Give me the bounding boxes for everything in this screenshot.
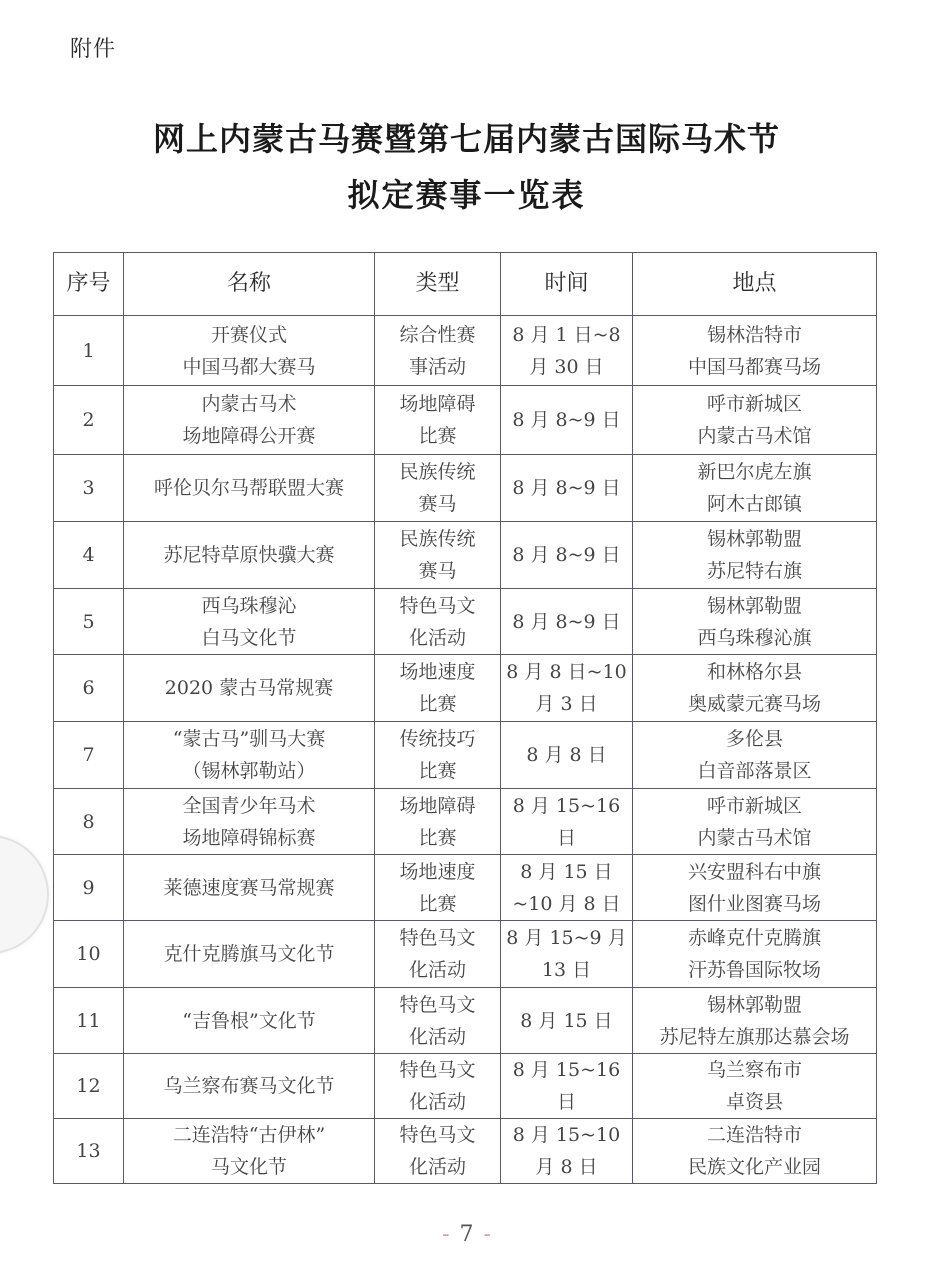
cell-time-line: 13 日 — [541, 959, 592, 981]
cell-place — [633, 589, 877, 655]
cell-name — [124, 522, 375, 589]
table-row — [54, 589, 877, 655]
cell-type — [375, 722, 501, 789]
cell-place — [633, 316, 877, 386]
page-number-value: 7 — [459, 1222, 474, 1247]
cell-place-line: 苏尼特左旗那达慕会场 — [659, 1025, 850, 1048]
cell-time-line: 8 月 1 日~8 — [512, 323, 621, 346]
cell-type-line: 场地障碍 — [399, 794, 476, 817]
table-row — [54, 1119, 877, 1184]
cell-time-line: 8 月 15 日 — [520, 1009, 613, 1032]
cell-time-line: 8 月 15~9 月 — [506, 927, 627, 949]
cell-place — [633, 386, 877, 455]
table-row — [54, 921, 877, 988]
cell-place-line: 图什业图赛马场 — [687, 892, 821, 915]
cell-name — [124, 589, 375, 655]
cell-name-line: 西乌珠穆沁 — [201, 594, 297, 617]
page-number — [0, 1222, 933, 1247]
cell-time-line: 8 月 8 日 — [526, 744, 607, 766]
cell-time — [501, 722, 633, 789]
cell-place-line: 二连浩特市 — [706, 1124, 802, 1146]
cell-type — [375, 316, 501, 386]
cell-name-line: 马文化节 — [210, 1156, 287, 1178]
cell-place-line: 锡林浩特市 — [706, 323, 802, 346]
cell-name-line: 场地障碍锦标赛 — [182, 826, 316, 849]
cell-time — [501, 655, 633, 722]
cell-type-line: 民族传统 — [399, 528, 476, 550]
attachment-label: 附件 — [70, 37, 117, 62]
cell-type-line: 比赛 — [418, 425, 457, 447]
cell-time-line: 8 月 8~9 日 — [512, 544, 621, 566]
cell-time-line: 8 月 8~9 日 — [512, 477, 621, 499]
column-header-place: 地点 — [633, 253, 877, 316]
floating-assistive-button[interactable] — [0, 835, 49, 954]
page-dash-left: - — [442, 1222, 450, 1247]
cell-name-line: 全国青少年马术 — [182, 794, 316, 817]
cell-name — [124, 921, 375, 988]
cell-type-line: 化活动 — [408, 1025, 466, 1048]
cell-name-line: 白马文化节 — [201, 626, 297, 649]
cell-no: 7 — [54, 722, 124, 789]
cell-no: 2 — [54, 386, 124, 455]
cell-name-line: 二连浩特“古伊林” — [172, 1124, 326, 1146]
cell-place — [633, 1054, 877, 1119]
cell-type — [375, 789, 501, 855]
cell-time-line: 月 8 日 — [535, 1156, 598, 1178]
cell-name-line: （锡林郭勒站） — [182, 760, 316, 782]
cell-no: 13 — [54, 1119, 124, 1184]
cell-type — [375, 522, 501, 589]
table-row — [54, 522, 877, 589]
cell-place-line: 兴安盟科右中旗 — [687, 860, 821, 883]
cell-name-line: 2020 蒙古马常规赛 — [164, 677, 334, 699]
cell-place — [633, 522, 877, 589]
cell-name-line: 中国马都大赛马 — [182, 355, 316, 378]
cell-place-line: 赤峰克什克腾旗 — [687, 927, 821, 949]
cell-name — [124, 1054, 375, 1119]
cell-place-line: 多伦县 — [725, 728, 783, 750]
table-row — [54, 386, 877, 455]
table-row — [54, 789, 877, 855]
cell-place-line: 锡林郭勒盟 — [706, 528, 802, 550]
cell-time-line: 月 3 日 — [535, 693, 598, 715]
cell-type-line: 化活动 — [408, 1156, 466, 1178]
table-row — [54, 455, 877, 522]
cell-no: 4 — [54, 522, 124, 589]
cell-type-line: 特色马文 — [399, 993, 476, 1016]
cell-place — [633, 722, 877, 789]
table-header-row — [54, 253, 877, 316]
cell-no: 10 — [54, 921, 124, 988]
cell-name-line: “吉鲁根”文化节 — [182, 1009, 316, 1032]
table-row — [54, 316, 877, 386]
cell-type-line: 特色马文 — [399, 1059, 476, 1081]
column-header-type: 类型 — [375, 253, 501, 316]
table-row — [54, 855, 877, 921]
cell-no: 6 — [54, 655, 124, 722]
cell-place-line: 锡林郭勒盟 — [706, 594, 802, 617]
cell-time-line: 8 月 8~9 日 — [512, 610, 621, 633]
cell-type — [375, 1119, 501, 1184]
cell-no: 8 — [54, 789, 124, 855]
cell-place-line: 西乌珠穆沁旗 — [697, 626, 812, 649]
cell-name — [124, 789, 375, 855]
cell-place-line: 和林格尔县 — [706, 661, 802, 683]
cell-name-line: 呼伦贝尔马帮联盟大赛 — [153, 477, 344, 499]
cell-name-line: 内蒙古马术 — [201, 393, 297, 415]
cell-place — [633, 921, 877, 988]
cell-name-line: 克什克腾旗马文化节 — [163, 943, 335, 965]
cell-no: 5 — [54, 589, 124, 655]
cell-name-line: “蒙古马”驯马大赛 — [172, 728, 326, 750]
cell-place-line: 锡林郭勒盟 — [706, 993, 802, 1016]
cell-type-line: 场地速度 — [399, 860, 476, 883]
cell-type-line: 事活动 — [408, 355, 466, 378]
cell-type-line: 传统技巧 — [399, 728, 476, 750]
cell-place-line: 内蒙古马术馆 — [697, 826, 812, 849]
events-table — [53, 252, 877, 1184]
cell-time — [501, 455, 633, 522]
cell-place-line: 内蒙古马术馆 — [697, 425, 812, 447]
cell-place — [633, 855, 877, 921]
cell-type — [375, 1054, 501, 1119]
cell-name-line: 开赛仪式 — [210, 323, 287, 346]
cell-type — [375, 386, 501, 455]
cell-type — [375, 589, 501, 655]
cell-name — [124, 1119, 375, 1184]
cell-place — [633, 655, 877, 722]
cell-name — [124, 455, 375, 522]
cell-time-line: 8 月 15~10 — [512, 1124, 621, 1146]
cell-time — [501, 1119, 633, 1184]
column-header-time: 时间 — [501, 253, 633, 316]
cell-no: 11 — [54, 988, 124, 1054]
cell-place-line: 苏尼特右旗 — [706, 560, 802, 582]
cell-no: 3 — [54, 455, 124, 522]
cell-time-line: 8 月 15~16 — [512, 794, 621, 817]
column-header-name: 名称 — [124, 253, 375, 316]
cell-name — [124, 386, 375, 455]
cell-place-line: 乌兰察布市 — [706, 1059, 802, 1081]
cell-time — [501, 1054, 633, 1119]
cell-no: 12 — [54, 1054, 124, 1119]
cell-name — [124, 722, 375, 789]
cell-time — [501, 316, 633, 386]
cell-no: 9 — [54, 855, 124, 921]
cell-name — [124, 655, 375, 722]
cell-type-line: 比赛 — [418, 826, 457, 849]
cell-place-line: 汗苏鲁国际牧场 — [687, 959, 821, 981]
cell-place — [633, 789, 877, 855]
cell-type-line: 民族传统 — [399, 461, 476, 483]
cell-place-line: 阿木古郎镇 — [706, 493, 802, 515]
cell-time — [501, 855, 633, 921]
cell-place-line: 新巴尔虎左旗 — [697, 461, 812, 483]
table-row — [54, 722, 877, 789]
cell-name — [124, 316, 375, 386]
cell-name-line: 莱德速度赛马常规赛 — [163, 876, 335, 899]
cell-type-line: 化活动 — [408, 959, 466, 981]
cell-place — [633, 988, 877, 1054]
cell-time-line: ~10 月 8 日 — [512, 892, 621, 915]
cell-type — [375, 655, 501, 722]
cell-type-line: 综合性赛 — [399, 323, 476, 346]
document-subtitle: 拟定赛事一览表 — [347, 176, 586, 214]
cell-time-line: 日 — [556, 1091, 576, 1113]
document-title: 网上内蒙古马赛暨第七届内蒙古国际马术节 — [152, 120, 780, 158]
cell-type-line: 赛马 — [418, 493, 457, 515]
table-row — [54, 1054, 877, 1119]
cell-time — [501, 386, 633, 455]
cell-type — [375, 455, 501, 522]
cell-time-line: 8 月 15 日 — [520, 860, 613, 883]
column-header-no: 序号 — [54, 253, 124, 316]
cell-place-line: 卓资县 — [725, 1091, 783, 1113]
cell-place-line: 中国马都赛马场 — [687, 355, 821, 378]
cell-place-line: 民族文化产业园 — [687, 1156, 821, 1178]
cell-type-line: 化活动 — [408, 1091, 466, 1113]
cell-place-line: 白音部落景区 — [697, 760, 812, 782]
cell-type-line: 特色马文 — [399, 1124, 476, 1146]
cell-time — [501, 921, 633, 988]
cell-type-line: 特色马文 — [399, 594, 476, 617]
cell-type-line: 特色马文 — [399, 927, 476, 949]
cell-place-line: 呼市新城区 — [706, 794, 802, 817]
cell-time-line: 日 — [556, 826, 576, 849]
cell-time — [501, 522, 633, 589]
cell-type — [375, 988, 501, 1054]
cell-time-line: 月 30 日 — [529, 355, 604, 378]
cell-time — [501, 789, 633, 855]
cell-time-line: 8 月 8 日~10 — [506, 661, 627, 683]
cell-time — [501, 589, 633, 655]
cell-time-line: 8 月 8~9 日 — [512, 409, 621, 431]
cell-type-line: 赛马 — [418, 560, 457, 582]
cell-type-line: 场地速度 — [399, 661, 476, 683]
cell-place — [633, 455, 877, 522]
cell-time — [501, 988, 633, 1054]
cell-type-line: 场地障碍 — [399, 393, 476, 415]
cell-name-line: 场地障碍公开赛 — [182, 425, 316, 447]
cell-type-line: 比赛 — [418, 892, 457, 915]
cell-type-line: 比赛 — [418, 760, 457, 782]
cell-type — [375, 855, 501, 921]
table-row — [54, 655, 877, 722]
cell-no: 1 — [54, 316, 124, 386]
cell-time-line: 8 月 15~16 — [512, 1059, 621, 1081]
cell-name — [124, 855, 375, 921]
cell-place-line: 奥威蒙元赛马场 — [687, 693, 821, 715]
cell-type-line: 比赛 — [418, 693, 457, 715]
cell-place — [633, 1119, 877, 1184]
cell-type-line: 化活动 — [408, 626, 466, 649]
cell-name-line: 乌兰察布赛马文化节 — [163, 1075, 335, 1097]
cell-type — [375, 921, 501, 988]
table-row — [54, 988, 877, 1054]
cell-name — [124, 988, 375, 1054]
cell-place-line: 呼市新城区 — [706, 393, 802, 415]
cell-name-line: 苏尼特草原快骥大赛 — [163, 544, 335, 566]
page-dash-right: - — [483, 1222, 491, 1247]
